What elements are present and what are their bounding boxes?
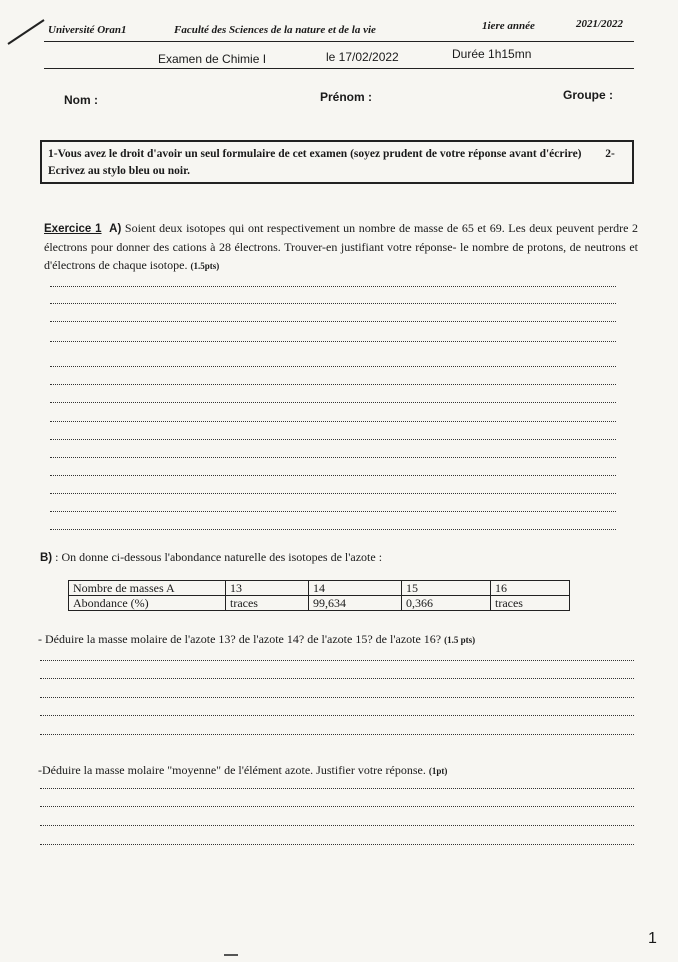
q2-text: -Déduire la masse molaire "moyenne" de l'élément azote. Justifier votre réponse. (38, 763, 426, 777)
academic-year: 2021/2022 (576, 18, 624, 30)
exam-duration: Durée 1h15mn (452, 47, 532, 61)
question-molar-mass-isotopes (38, 632, 475, 647)
exercise-1-part-a (44, 219, 638, 275)
mass-16: 16 (491, 581, 570, 596)
nom-label: Nom : (64, 93, 98, 107)
prenom-label: Prénom : (320, 90, 373, 104)
part-a-text: Soient deux isotopes qui ont respectivement un nombre de masse de 65 et 69. Les deux peuvent perdre 2 électrons pour donner des cations à 28 électrons. Trouver-en justifiant votre réponse- le nombre de protons, de neutrons et d'électrons de chaque isotope. (44, 221, 638, 272)
scan-mark (224, 954, 238, 956)
abundance-14: 99,634 (309, 596, 402, 611)
mass-14: 14 (309, 581, 402, 596)
exam-date: le 17/02/2022 (326, 50, 399, 64)
table-row (69, 581, 570, 596)
abundance-16: traces (491, 596, 570, 611)
q1-points: (1.5 pts) (444, 635, 476, 645)
university-name: Université Oran1 (48, 24, 127, 36)
q1-text: - Déduire la masse molaire de l'azote 13? de l'azote 14? de l'azote 15? de l'azote 16? (38, 632, 442, 646)
part-a-label: A) (109, 223, 122, 235)
mass-13: 13 (226, 581, 309, 596)
header-rule-2 (44, 68, 634, 69)
faculty-name: Faculté des Sciences de la nature et de la vie (174, 24, 376, 36)
part-a-points: (1.5pts) (190, 261, 220, 271)
q2-points: (1pt) (428, 766, 448, 776)
instructions-box (40, 140, 634, 184)
instruction-1: 1-Vous avez le droit d'avoir un seul formulaire de cet examen (soyez prudent de votre réponse avant d'écrire) (48, 148, 582, 160)
table-row (69, 596, 570, 611)
abundance-table (68, 580, 570, 611)
page-number: 1 (648, 930, 657, 947)
exam-title: Examen de Chimie I (158, 52, 267, 66)
part-b-text: : On donne ci-dessous l'abondance naturelle des isotopes de l'azote : (55, 550, 383, 564)
question-average-molar-mass (38, 763, 447, 778)
part-b-label: B) (40, 552, 53, 564)
year-level: 1iere année (482, 20, 535, 32)
header-rule (44, 41, 634, 42)
groupe-label: Groupe : (563, 88, 613, 102)
mass-15: 15 (402, 581, 491, 596)
exercise-title: Exercice 1 (44, 223, 102, 235)
pen-mark (4, 18, 48, 48)
instruction-2: 2-Ecrivez au stylo bleu ou noir. (48, 148, 615, 177)
row-header-abundance: Abondance (%) (69, 596, 226, 611)
row-header-mass: Nombre de masses A (69, 581, 226, 596)
abundance-13: traces (226, 596, 309, 611)
part-b-intro (40, 550, 382, 565)
abundance-15: 0,366 (402, 596, 491, 611)
